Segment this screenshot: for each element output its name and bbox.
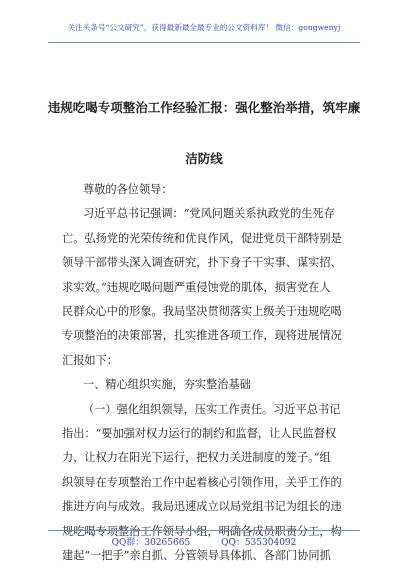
header-note: 关注头条号“公文研究”，获得最新最全最专业的公文资料库！ 微信：gongwenyj xyxy=(67,23,341,32)
body-line: 推进方向与成效。我局迅速成立以局党组书记为组长的违 xyxy=(62,500,342,514)
section-heading: 一、精心组织实施，夯实整治基础 xyxy=(83,378,251,392)
body-line: 民群众心中的形象。我局坚决贯彻落实上级关于违规吃喝 xyxy=(62,305,342,319)
body-line: 建起“一把手”亲自抓、分管领导具体抓、各部门协同抓 xyxy=(62,549,331,563)
footer-qq: QQ：535304092 xyxy=(221,538,297,548)
subsection-heading-line: （一）强化组织领导，压实工作责任。习近平总书记 xyxy=(83,402,341,416)
body-line: 专项整治的决策部署，扎实推进各项工作，现将进展情况 xyxy=(62,329,342,343)
body-line: 领导干部带头深入调查研究，扑下身子干实事、谋实招、 xyxy=(62,256,342,270)
document-title-line-2: 洁防线 xyxy=(185,151,223,166)
footer-contacts xyxy=(0,535,408,548)
body-line: 习近平总书记强调：“党风问题关系执政党的生死存 xyxy=(83,207,335,221)
body-line: 汇报如下： xyxy=(62,353,118,367)
footer-qq-group: QQ群：30265665 xyxy=(111,538,191,548)
body-line: 亡。弘扬党的光荣传统和优良作风，促进党员干部特别是 xyxy=(62,231,342,245)
body-line: 规吃喝专项整治工作领导小组，明确各成员职责分工，构 xyxy=(62,524,342,538)
body-line: 织领导在专项整治工作中起着核心引领作用，关乎工作的 xyxy=(62,475,342,489)
document-title-line-1: 违规吃喝专项整治工作经验汇报：强化整治举措，筑牢廉 xyxy=(47,100,361,115)
body-line: 力，让权力在阳光下运行，把权力关进制度的笼子。”组 xyxy=(62,451,331,465)
footer-divider xyxy=(48,530,360,531)
header-divider xyxy=(48,42,360,43)
body-line: 求实效。”违规吃喝问题严重侵蚀党的肌体，损害党在人 xyxy=(62,280,331,294)
body-line: 指出：“要加强对权力运行的制约和监督，让人民监督权 xyxy=(62,427,337,441)
document-body xyxy=(62,178,352,569)
salutation: 尊敬的各位领导： xyxy=(83,183,173,196)
